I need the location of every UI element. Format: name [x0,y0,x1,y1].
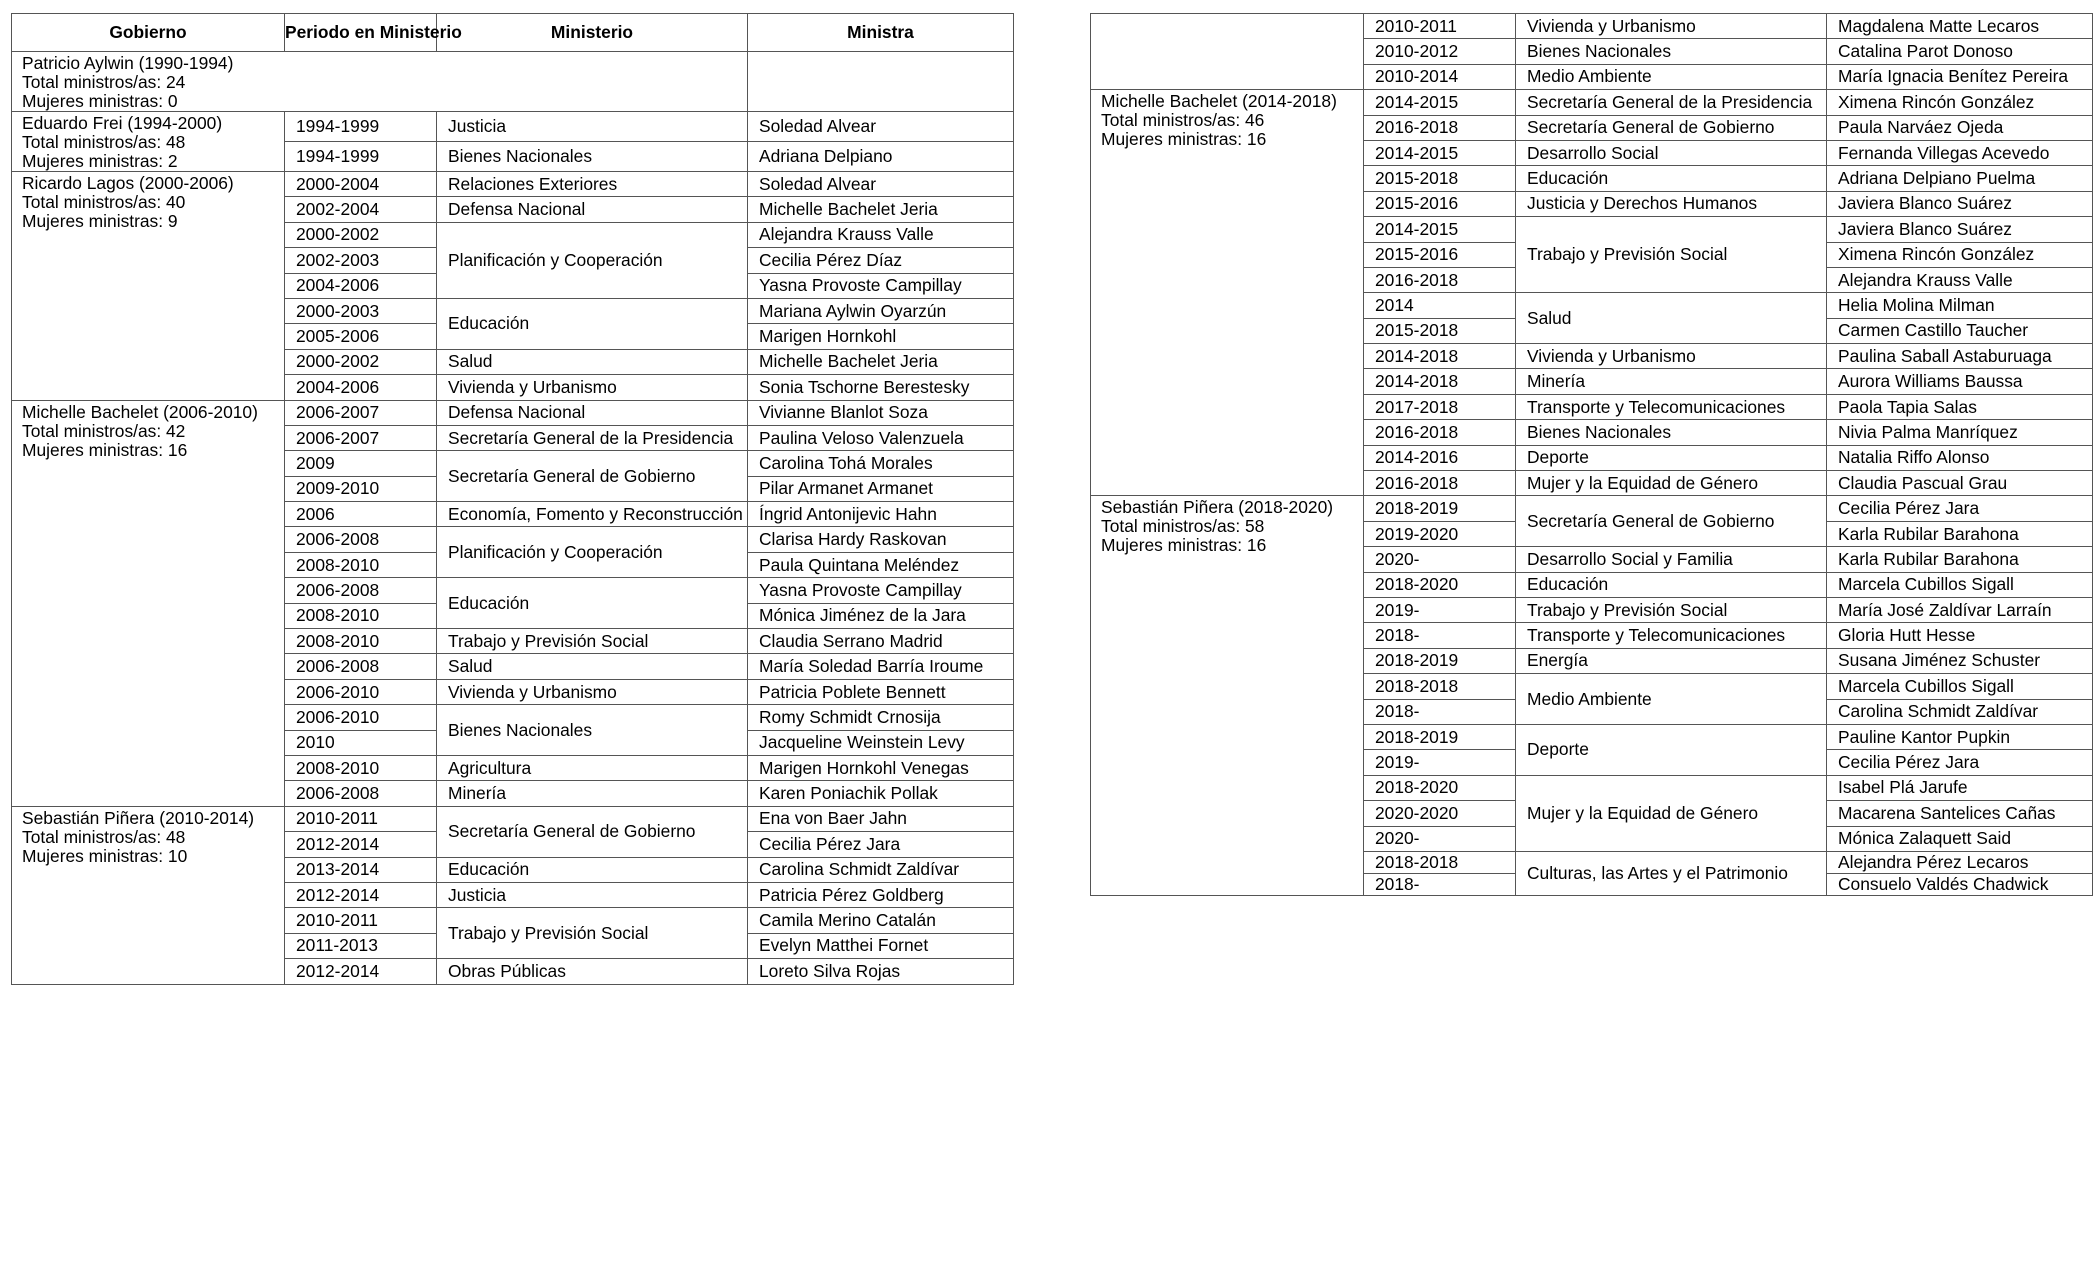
table-row [1091,14,2093,39]
minister-cell: Helia Molina Milman [1827,293,2093,318]
period-cell: 2002-2004 [285,197,437,222]
ministry-cell: Defensa Nacional [437,197,748,222]
period-cell: 2019-2020 [1364,521,1516,546]
minister-cell: Adriana Delpiano Puelma [1827,166,2093,191]
period-cell: 2010 [285,730,437,755]
period-cell: 2018- [1364,873,1516,895]
ministers-table-left [11,13,1014,985]
ministry-cell: Mujer y la Equidad de Género [1516,775,1827,851]
period-cell: 2016-2018 [1364,471,1516,496]
period-cell: 2015-2016 [1364,191,1516,216]
minister-cell: Consuelo Valdés Chadwick [1827,873,2093,895]
ministry-cell: Transporte y Telecomunicaciones [1516,623,1827,648]
ministry-cell: Planificación y Cooperación [437,222,748,298]
header-ministra: Ministra [748,14,1014,52]
ministry-cell: Bienes Nacionales [437,705,748,756]
minister-cell: Nivia Palma Manríquez [1827,420,2093,445]
government-mujeres: Mujeres ministras: 0 [22,91,178,111]
period-cell: 2018-2018 [1364,851,1516,873]
ministry-cell: Educación [437,857,748,882]
period-cell: 2017-2018 [1364,394,1516,419]
minister-cell: Claudia Pascual Grau [1827,471,2093,496]
period-cell: 2000-2002 [285,222,437,247]
ministry-cell: Planificación y Cooperación [437,527,748,578]
ministry-cell: Obras Públicas [437,959,748,984]
minister-cell: Michelle Bachelet Jeria [748,349,1014,374]
period-cell: 2018- [1364,699,1516,724]
government-total: Total ministros/as: 40 [22,192,186,212]
ministry-cell: Vivienda y Urbanismo [437,679,748,704]
minister-cell: Adriana Delpiano [748,142,1014,172]
minister-cell: Catalina Parot Donoso [1827,39,2093,64]
ministry-cell: Defensa Nacional [437,400,748,425]
table-row [12,400,1014,425]
period-cell: 2013-2014 [285,857,437,882]
period-cell: 2010-2011 [285,908,437,933]
period-cell: 2014-2015 [1364,217,1516,242]
ministry-cell: Economía, Fomento y Reconstrucción [437,502,748,527]
period-cell: 2009-2010 [285,476,437,501]
minister-cell: Pilar Armanet Armanet [748,476,1014,501]
period-cell: 2011-2013 [285,933,437,958]
ministry-cell: Minería [1516,369,1827,394]
ministry-cell: Trabajo y Previsión Social [437,908,748,959]
period-cell: 2005-2006 [285,324,437,349]
ministry-cell: Deporte [1516,445,1827,470]
minister-cell: Cecilia Pérez Jara [748,832,1014,857]
period-cell: 2014-2016 [1364,445,1516,470]
ministry-cell: Bienes Nacionales [437,142,748,172]
ministry-cell: Educación [437,578,748,629]
period-cell: 2014-2015 [1364,140,1516,165]
government-mujeres: Mujeres ministras: 10 [22,845,188,866]
government-name: Michelle Bachelet (2014-2018) [1101,91,1337,112]
government-name: Eduardo Frei (1994-2000) [22,113,223,133]
period-cell: 2010-2012 [1364,39,1516,64]
government-name: Sebastián Piñera (2010-2014) [22,807,255,828]
minister-cell: Mónica Zalaquett Said [1827,826,2093,851]
ministry-cell: Vivienda y Urbanismo [437,375,748,400]
minister-cell: Marcela Cubillos Sigall [1827,674,2093,699]
ministry-cell: Relaciones Exteriores [437,172,748,197]
government-name: Patricio Aylwin (1990-1994) [22,53,234,73]
minister-cell: Natalia Riffo Alonso [1827,445,2093,470]
minister-cell: Yasna Provoste Campillay [748,578,1014,603]
header-row [12,14,1014,52]
government-total: Total ministros/as: 24 [22,72,186,92]
minister-cell: Cecilia Pérez Jara [1827,750,2093,775]
period-cell: 2000-2002 [285,349,437,374]
minister-cell: Karla Rubilar Barahona [1827,521,2093,546]
period-cell: 2012-2014 [285,832,437,857]
government-cell [1091,14,1364,90]
minister-cell: Karla Rubilar Barahona [1827,547,2093,572]
government-cell [12,400,285,806]
period-cell: 2020- [1364,547,1516,572]
table-row [1091,496,2093,521]
period-cell: 2006-2007 [285,425,437,450]
minister-cell: Soledad Alvear [748,172,1014,197]
ministry-cell: Secretaría General de Gobierno [1516,496,1827,547]
period-cell: 2019- [1364,597,1516,622]
header-ministerio: Ministerio [437,14,748,52]
minister-cell: Carmen Castillo Taucher [1827,318,2093,343]
minister-cell: Mónica Jiménez de la Jara [748,603,1014,628]
government-total: Total ministros/as: 48 [22,132,186,152]
period-cell: 2009 [285,451,437,476]
government-mujeres: Mujeres ministras: 16 [1101,129,1267,150]
government-total: Total ministros/as: 58 [1101,516,1265,537]
period-cell: 2015-2018 [1364,318,1516,343]
minister-cell: Yasna Provoste Campillay [748,273,1014,298]
minister-cell: Alejandra Krauss Valle [1827,267,2093,292]
table-row [12,806,1014,831]
government-name: Michelle Bachelet (2006-2010) [22,401,258,422]
ministry-cell: Salud [437,349,748,374]
period-cell: 2015-2018 [1364,166,1516,191]
period-cell: 2020-2020 [1364,801,1516,826]
minister-cell: Camila Merino Catalán [748,908,1014,933]
period-cell: 2000-2003 [285,298,437,323]
minister-cell: Marigen Hornkohl [748,324,1014,349]
period-cell: 2018-2019 [1364,648,1516,673]
minister-cell: Mariana Aylwin Oyarzún [748,298,1014,323]
minister-cell: Patricia Poblete Bennett [748,679,1014,704]
government-total: Total ministros/as: 46 [1101,110,1265,131]
minister-cell: Gloria Hutt Hesse [1827,623,2093,648]
minister-cell: Marigen Hornkohl Venegas [748,755,1014,780]
minister-cell: Evelyn Matthei Fornet [748,933,1014,958]
period-cell: 2012-2014 [285,959,437,984]
period-cell: 2006-2010 [285,679,437,704]
government-name: Sebastián Piñera (2018-2020) [1101,497,1334,518]
ministry-cell: Deporte [1516,724,1827,775]
minister-cell: Carolina Schmidt Zaldívar [748,857,1014,882]
ministry-cell: Secretaría General de Gobierno [1516,115,1827,140]
minister-cell: Pauline Kantor Pupkin [1827,724,2093,749]
period-cell: 2018-2019 [1364,724,1516,749]
ministry-cell: Desarrollo Social [1516,140,1827,165]
ministry-cell: Minería [437,781,748,806]
period-cell: 2016-2018 [1364,115,1516,140]
ministry-cell: Trabajo y Previsión Social [1516,597,1827,622]
minister-cell: Carolina Schmidt Zaldívar [1827,699,2093,724]
minister-cell: Jacqueline Weinstein Levy [748,730,1014,755]
minister-cell: Paula Narváez Ojeda [1827,115,2093,140]
ministry-cell: Educación [1516,166,1827,191]
minister-cell: Javiera Blanco Suárez [1827,191,2093,216]
minister-cell: Patricia Pérez Goldberg [748,882,1014,907]
minister-cell: Macarena Santelices Cañas [1827,801,2093,826]
minister-cell: Vivianne Blanlot Soza [748,400,1014,425]
period-cell: 2006 [285,502,437,527]
ministry-cell: Educación [1516,572,1827,597]
government-total: Total ministros/as: 42 [22,420,186,441]
minister-cell: Carolina Tohá Morales [748,451,1014,476]
minister-cell: Romy Schmidt Crnosija [748,705,1014,730]
period-cell: 2020- [1364,826,1516,851]
government-mujeres: Mujeres ministras: 16 [1101,535,1267,556]
government-cell [1091,496,1364,895]
period-cell: 2010-2014 [1364,64,1516,89]
ministry-cell: Mujer y la Equidad de Género [1516,471,1827,496]
ministry-cell: Transporte y Telecomunicaciones [1516,394,1827,419]
ministers-table-right [1090,13,2093,896]
minister-cell: María Ignacia Benítez Pereira [1827,64,2093,89]
ministry-cell: Bienes Nacionales [1516,39,1827,64]
government-cell [12,806,285,984]
minister-cell: Marcela Cubillos Sigall [1827,572,2093,597]
ministry-cell: Secretaría General de la Presidencia [437,425,748,450]
period-cell: 2006-2008 [285,527,437,552]
minister-cell: Clarisa Hardy Raskovan [748,527,1014,552]
minister-cell: Íngrid Antonijevic Hahn [748,502,1014,527]
period-cell: 2016-2018 [1364,420,1516,445]
ministry-cell: Salud [437,654,748,679]
period-cell: 2018-2020 [1364,775,1516,800]
period-cell: 2008-2010 [285,755,437,780]
period-cell: 2019- [1364,750,1516,775]
government-row [12,52,1014,112]
minister-cell: Cecilia Pérez Jara [1827,496,2093,521]
header-gobierno: Gobierno [12,14,285,52]
minister-cell: Karen Poniachik Pollak [748,781,1014,806]
government-cell [12,52,748,112]
minister-cell: Javiera Blanco Suárez [1827,217,2093,242]
ministry-cell: Vivienda y Urbanismo [1516,344,1827,369]
minister-cell: Loreto Silva Rojas [748,959,1014,984]
minister-cell: María José Zaldívar Larraín [1827,597,2093,622]
government-mujeres: Mujeres ministras: 9 [22,211,178,231]
ministry-cell: Vivienda y Urbanismo [1516,14,1827,39]
period-cell: 2015-2016 [1364,242,1516,267]
minister-cell: Ximena Rincón González [1827,242,2093,267]
period-cell: 2018-2020 [1364,572,1516,597]
period-cell: 2012-2014 [285,882,437,907]
minister-cell: Paulina Saball Astaburuaga [1827,344,2093,369]
ministry-cell: Energía [1516,648,1827,673]
ministry-cell: Desarrollo Social y Familia [1516,547,1827,572]
period-cell: 2014 [1364,293,1516,318]
ministry-cell: Bienes Nacionales [1516,420,1827,445]
ministry-cell: Secretaría General de Gobierno [437,451,748,502]
government-mujeres: Mujeres ministras: 2 [22,151,178,171]
minister-cell: Paulina Veloso Valenzuela [748,425,1014,450]
period-cell: 2004-2006 [285,375,437,400]
period-cell: 2014-2018 [1364,344,1516,369]
government-total: Total ministros/as: 48 [22,826,186,847]
period-cell: 2014-2015 [1364,90,1516,115]
minister-cell: Aurora Williams Baussa [1827,369,2093,394]
period-cell: 2006-2007 [285,400,437,425]
period-cell: 2006-2008 [285,781,437,806]
period-cell: 2002-2003 [285,248,437,273]
ministry-cell: Justicia [437,882,748,907]
ministry-cell: Justicia [437,112,748,142]
period-cell: 2016-2018 [1364,267,1516,292]
minister-cell: Claudia Serrano Madrid [748,629,1014,654]
period-cell: 2008-2010 [285,629,437,654]
period-cell: 2018-2019 [1364,496,1516,521]
period-cell: 2018- [1364,623,1516,648]
table-row [12,112,1014,142]
period-cell: 1994-1999 [285,112,437,142]
period-cell: 2006-2008 [285,578,437,603]
minister-cell: Ena von Baer Jahn [748,806,1014,831]
government-name: Ricardo Lagos (2000-2006) [22,173,234,193]
ministry-cell: Agricultura [437,755,748,780]
period-cell: 2000-2004 [285,172,437,197]
minister-cell: Paola Tapia Salas [1827,394,2093,419]
empty-cell [748,52,1014,112]
period-cell: 2006-2008 [285,654,437,679]
ministry-cell: Salud [1516,293,1827,344]
table-row [1091,90,2093,115]
minister-cell: Sonia Tschorne Berestesky [748,375,1014,400]
minister-cell: María Soledad Barría Iroume [748,654,1014,679]
government-cell [12,172,285,401]
minister-cell: Alejandra Pérez Lecaros [1827,851,2093,873]
ministry-cell: Secretaría General de la Presidencia [1516,90,1827,115]
minister-cell: Ximena Rincón González [1827,90,2093,115]
period-cell: 2004-2006 [285,273,437,298]
minister-cell: Susana Jiménez Schuster [1827,648,2093,673]
period-cell: 2010-2011 [1364,14,1516,39]
ministry-cell: Trabajo y Previsión Social [437,629,748,654]
period-cell: 2018-2018 [1364,674,1516,699]
minister-cell: Isabel Plá Jarufe [1827,775,2093,800]
period-cell: 2006-2010 [285,705,437,730]
government-cell [12,112,285,172]
minister-cell: Cecilia Pérez Díaz [748,248,1014,273]
ministry-cell: Secretaría General de Gobierno [437,806,748,857]
ministry-cell: Trabajo y Previsión Social [1516,217,1827,293]
minister-cell: Soledad Alvear [748,112,1014,142]
government-cell [1091,90,1364,496]
header-periodo: Periodo en Ministerio [285,14,437,52]
ministry-cell: Justicia y Derechos Humanos [1516,191,1827,216]
minister-cell: Alejandra Krauss Valle [748,222,1014,247]
period-cell: 2010-2011 [285,806,437,831]
period-cell: 2008-2010 [285,603,437,628]
ministry-cell: Culturas, las Artes y el Patrimonio [1516,851,1827,895]
period-cell: 2008-2010 [285,552,437,577]
minister-cell: Paula Quintana Meléndez [748,552,1014,577]
minister-cell: Magdalena Matte Lecaros [1827,14,2093,39]
ministry-cell: Medio Ambiente [1516,64,1827,89]
period-cell: 2014-2018 [1364,369,1516,394]
table-row [12,172,1014,197]
minister-cell: Michelle Bachelet Jeria [748,197,1014,222]
ministry-cell: Educación [437,298,748,349]
ministry-cell: Medio Ambiente [1516,674,1827,725]
minister-cell: Fernanda Villegas Acevedo [1827,140,2093,165]
period-cell: 1994-1999 [285,142,437,172]
government-mujeres: Mujeres ministras: 16 [22,439,188,460]
